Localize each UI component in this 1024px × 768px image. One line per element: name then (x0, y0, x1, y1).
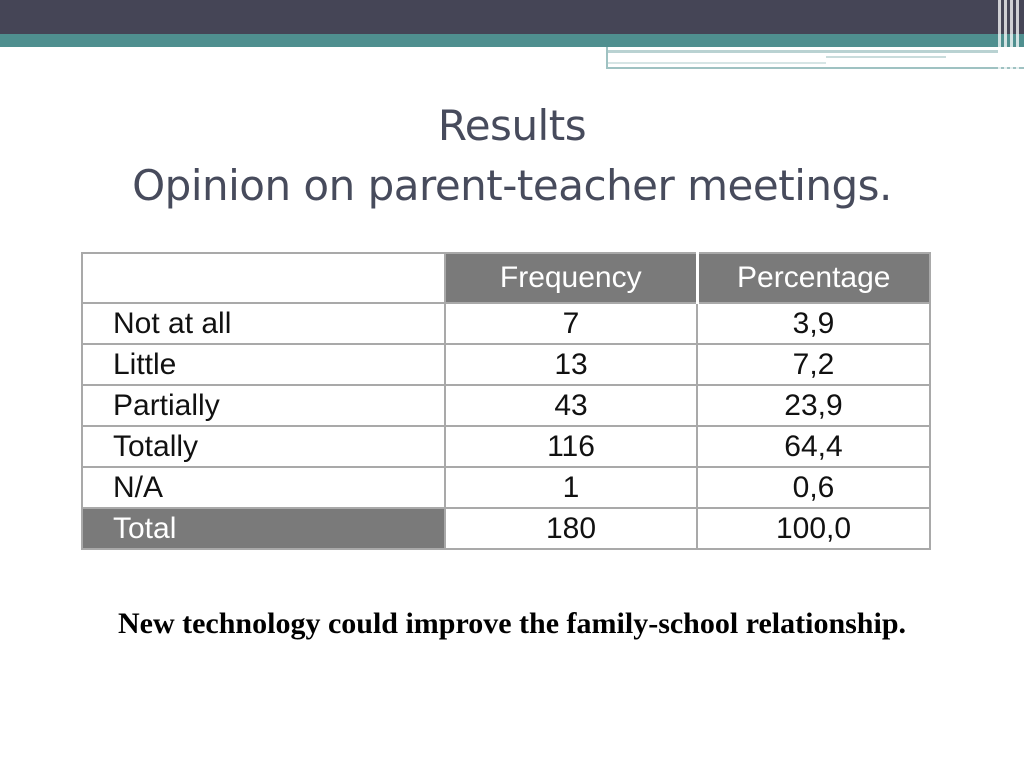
header-percentage: Percentage (697, 253, 930, 303)
top-banner (0, 0, 1024, 34)
banner-line (608, 50, 998, 53)
row-label: N/A (82, 467, 445, 508)
title-line-1: Results (437, 101, 587, 150)
frequency-cell: 43 (445, 385, 697, 426)
table-row (82, 426, 930, 467)
table-row (82, 303, 930, 344)
table-total-row (82, 508, 930, 549)
table-row (82, 385, 930, 426)
banner-line (826, 56, 946, 58)
table-header-row (82, 253, 930, 303)
results-table (81, 252, 931, 550)
frequency-cell: 116 (445, 426, 697, 467)
total-frequency: 180 (445, 508, 697, 549)
banner-line (608, 62, 826, 64)
row-label: Totally (82, 426, 445, 467)
total-percentage: 100,0 (697, 508, 930, 549)
title-line-2: Opinion on parent-teacher meetings. (132, 161, 892, 210)
frequency-cell: 1 (445, 467, 697, 508)
percentage-cell: 23,9 (697, 385, 930, 426)
row-label: Partially (82, 385, 445, 426)
percentage-cell: 7,2 (697, 344, 930, 385)
row-label: Not at all (82, 303, 445, 344)
header-frequency: Frequency (445, 253, 697, 303)
frequency-cell: 7 (445, 303, 697, 344)
banner-stripes (994, 0, 1024, 70)
frequency-cell: 13 (445, 344, 697, 385)
slide-caption: New technology could improve the family-school relationship. (117, 607, 907, 640)
table-row (82, 344, 930, 385)
top-banner-accent (0, 34, 1024, 47)
row-label: Little (82, 344, 445, 385)
header-cell-blank (82, 253, 445, 303)
table-row (82, 467, 930, 508)
percentage-cell: 64,4 (697, 426, 930, 467)
percentage-cell: 0,6 (697, 467, 930, 508)
slide-title (0, 96, 1024, 216)
total-label: Total (82, 508, 445, 549)
percentage-cell: 3,9 (697, 303, 930, 344)
